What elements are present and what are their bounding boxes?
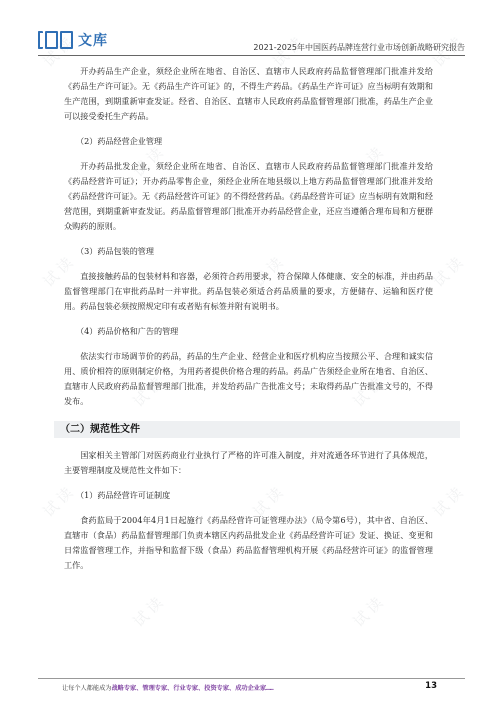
report-title: 2021-2025年中国医药品牌连营行业市场创新战略研究报告 bbox=[253, 43, 465, 52]
watermark: 试读 bbox=[349, 591, 390, 631]
watermark: 试读 bbox=[39, 251, 80, 291]
paragraph-trade-license: 开办药品批发企业，须经企业所在地省、自治区、直辖市人民政府药品监督管理部门批准并发给《药品经营许可证》；开办药品零售企业，须经企业所在地县级以上地方药品监督管理部门批准并发给《药品经营许可证》。无《药品经营许可证》的不得经营药品。《药品经营许可证》应当标明有效期和经营范围，到期重新审查发证。药品监督管理部门批准开办药品经营企业，还应当遵循合理布局和方便群众购药的原则。 bbox=[64, 161, 433, 231]
document-body bbox=[60, 64, 433, 573]
watermark: 试读 bbox=[129, 141, 170, 181]
subheading-trade-enterprise: （2）药品经营企业管理 bbox=[76, 136, 163, 146]
page-number: 13 bbox=[425, 681, 437, 691]
watermark: 试读 bbox=[129, 591, 170, 631]
watermark: 试读 bbox=[39, 481, 80, 521]
footer-slogan bbox=[62, 683, 274, 692]
subheading-price-ads: （4）药品价格和广告的管理 bbox=[76, 326, 179, 336]
subheading-license-system: （1）药品经营许可证制度 bbox=[76, 490, 171, 500]
paragraph-packaging: 直接接触药品的包装材料和容器，必须符合药用要求，符合保障人体健康、安全的标准，并由药品监督管理部门在审批药品时一并审批。药品包装必须适合药品质量的要求，方便储存、运输和医疗使用。药品包装必须按照规定印有或者贴有标签并附有说明书。 bbox=[64, 271, 433, 311]
paragraph-price-ads: 依法实行市场调节价的药品，药品的生产企业、经营企业和医疗机构应当按照公平、合理和诚实信用、质价相符的原则制定价格，为用药者提供价格合理的药品。药品广告须经企业所在地省、自治区、直辖市人民政府药品监督管理部门批准，并发给药品广告批准文号；未取得药品广告批准文号的，不得发布。 bbox=[64, 351, 433, 406]
watermark: 试读 bbox=[269, 31, 310, 71]
page-header bbox=[38, 30, 465, 56]
logo-icon bbox=[38, 31, 73, 49]
footer-prefix: 让每个人都能成为 bbox=[62, 685, 112, 692]
subheading-packaging: （3）药品包装的管理 bbox=[76, 246, 154, 256]
paragraph-license-measures: 食药监局于2004年4月1日起施行《药品经营许可证管理办法》（局令第6号），其中省、自治区、直辖市（食品）药品监督管理部门负责本辖区内药品批发企业《药品经营许可证》发证、换证、变更和日常监督管理工作，并指导和监督下级（食品）药品监督管理机构开展《药品经营许可证》的监督管理工作。 bbox=[64, 515, 433, 570]
watermark: 试读 bbox=[129, 371, 170, 411]
watermark: 试读 bbox=[349, 141, 390, 181]
watermark: 试读 bbox=[249, 481, 290, 521]
watermark: 试读 bbox=[429, 251, 470, 291]
watermark: 试读 bbox=[349, 371, 390, 411]
paragraph-production-license: 开办药品生产企业，须经企业所在地省、自治区、直辖市人民政府药品监督管理部门批准并发给《药品生产许可证》。无《药品生产许可证》的，不得生产药品。《药品生产许可证》应当标明有效期和生产范围，到期重新审查发证。经省、自治区、直辖市人民政府药品监督管理部门批准，药品生产企业可以接受委托生产药品。 bbox=[64, 66, 433, 121]
footer-divider bbox=[38, 678, 465, 679]
paragraph-normative-intro: 国家相关主管部门对医药商业行业执行了严格的许可准入制度，并对流通各环节进行了具体规范，主要管理制度及规范性文件如下： bbox=[64, 450, 433, 475]
header-divider bbox=[38, 55, 465, 56]
section-heading-normative-docs: （二）规范性文件 bbox=[54, 421, 460, 438]
logo bbox=[38, 30, 108, 50]
watermark: 试读 bbox=[429, 31, 470, 71]
logo-text: 文库 bbox=[78, 33, 108, 49]
watermark: 试读 bbox=[39, 31, 80, 71]
footer-highlight: 战略专家、管理专家、行业专家、投资专家、成功企业家…… bbox=[111, 685, 274, 692]
watermark: 试读 bbox=[429, 481, 470, 521]
watermark: 试读 bbox=[249, 251, 290, 291]
